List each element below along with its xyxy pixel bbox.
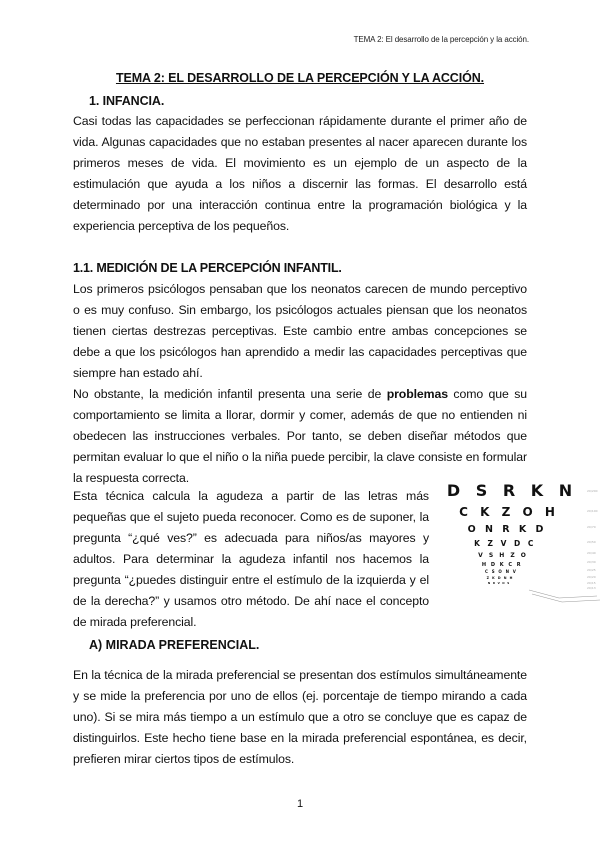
- section-heading-medicion: 1.1. MEDICIÓN DE LA PERCEPCIÓN INFANTIL.: [73, 261, 342, 275]
- paragraph-mirada-preferencial: En la técnica de la mirada preferencial se presentan dos estímulos simultáneamente y se mide la preferencia por uno de ellos (ej. porcentaje de tiempo mirando a cada uno). Si se mira más tiempo a un estímulo que a otro se concluye que es capaz de distinguirlos. Este hecho tiene base en la mirada preferencial espontánea, es decir, prefieren mirar ciertos tipos de estímulos.: [73, 668, 527, 766]
- snellen-eye-chart: [437, 478, 600, 608]
- section-heading-mirada-preferencial: A) MIRADA PREFERENCIAL.: [89, 638, 260, 652]
- paragraph-text: como que su comportamiento se limita a llorar, dormir y comer, además de que no entienden ni obedecen las instrucciones verbales. Por tanto, se deben diseñar métodos que permitan evaluar lo que el niño o la niña puede percibir, la clave consiste en formular la respuesta correcta.: [73, 387, 528, 485]
- eye-chart-row: Z K D N H: [486, 576, 514, 580]
- eye-chart-row: H D K C R: [481, 562, 523, 568]
- document-title: TEMA 2: EL DESARROLLO DE LA PERCEPCIÓN Y LA ACCIÓN.: [115, 71, 485, 85]
- eye-chart-row: K Z V D C: [474, 539, 536, 548]
- eye-chart-row: C K Z O H: [459, 505, 559, 519]
- bold-term: problemas: [386, 387, 448, 401]
- running-header: TEMA 2: El desarrollo de la percepción y la acción.: [353, 35, 529, 44]
- eye-chart-row: V S H Z O: [478, 552, 528, 559]
- svg-text:20/40: 20/40: [587, 551, 596, 555]
- paragraph-text: No obstante, la medición infantil presenta una serie de: [73, 387, 387, 401]
- paragraph-infancia: Casi todas las capacidades se perfeccionan rápidamente durante el primer año de vida. Algunas capacidades que no estaban presentes al nacer aparecen durante los primeros meses de vida. El movimiento es un ejemplo de un aspecto de la estimulación que ayuda a los niños a discernir las formas. El desarrollo está determinado por una interacción continua entre la programación biológica y la experiencia perceptiva de los pequeños.: [73, 114, 527, 233]
- page-number: 1: [296, 798, 304, 810]
- svg-text:20/50: 20/50: [587, 540, 596, 544]
- svg-text:20/30: 20/30: [587, 560, 596, 564]
- svg-text:20/20: 20/20: [587, 575, 596, 579]
- paragraph-medicion-2: [73, 384, 527, 489]
- eye-chart-row: N R V O S: [487, 581, 511, 585]
- svg-text:20/25: 20/25: [587, 568, 596, 572]
- eye-chart-row: O N R K D: [467, 524, 547, 535]
- section-heading-infancia: 1. INFANCIA.: [89, 94, 165, 108]
- svg-text:20/15: 20/15: [587, 581, 596, 585]
- svg-text:20/100: 20/100: [587, 509, 598, 513]
- eye-chart-row: D S R K N: [446, 481, 578, 500]
- eye-chart-row: C S O N V: [484, 569, 518, 574]
- paragraph-medicion-1: Los primeros psicólogos pensaban que los neonatos carecen de mundo perceptivo o es muy confuso. Sin embargo, los psicólogos actuales piensan que los neonatos tienen ciertas destrezas perceptivas. Este cambio entre ambas concepciones se debe a que los psicólogos han aprendido a medir las capacidades perceptivas que siempre han estado ahí.: [73, 282, 527, 380]
- svg-text:20/200: 20/200: [587, 489, 598, 493]
- paragraph-medicion-3: Esta técnica calcula la agudeza a partir de las letras más pequeñas que el sujeto pueda reconocer. Como es de suponer, la pregunta “¿qué ves?” es adecuada para niños/as mayores y adultos. Para determinar la agudeza infantil nos hacemos la pregunta “¿puedes distinguir entre el estímulo de la izquierda y el de la derecha?” y usamos otro método. De ahí nace el concepto de mirada preferencial.: [73, 489, 429, 629]
- svg-text:20/13: 20/13: [587, 586, 596, 590]
- svg-text:20/70: 20/70: [587, 525, 596, 529]
